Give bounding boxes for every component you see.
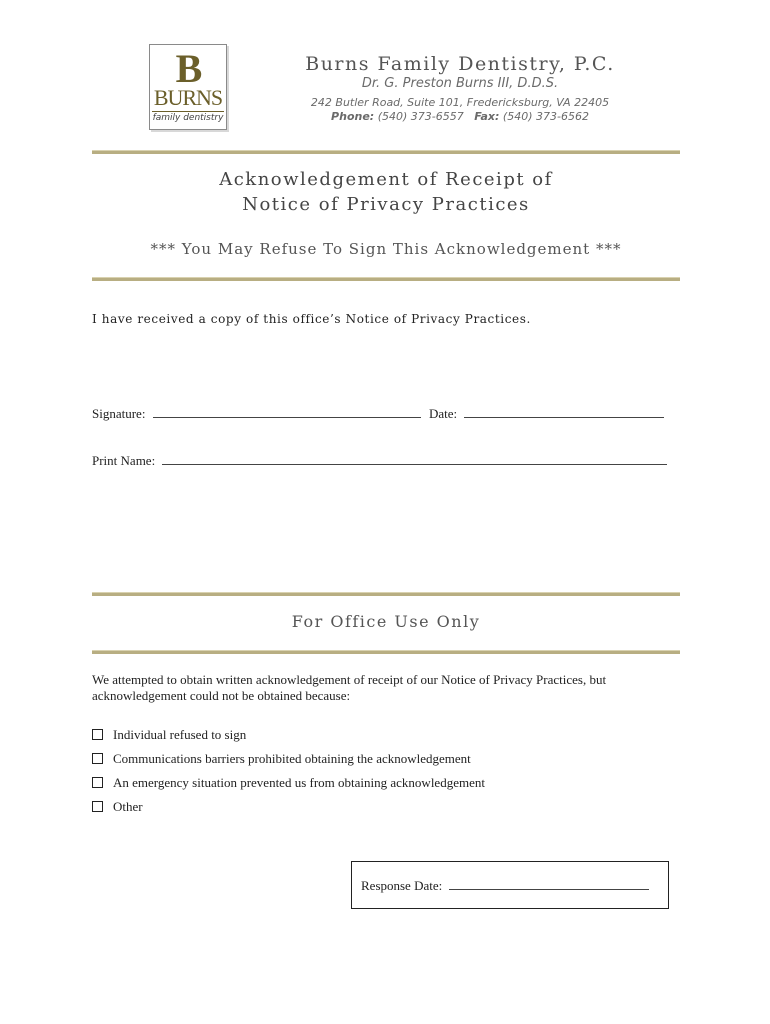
fax-label: Fax: — [474, 110, 500, 123]
doctor-name: Dr. G. Preston Burns III, D.D.S. — [361, 76, 559, 91]
form-title-line-1: Acknowledgement of Receipt of — [219, 169, 553, 190]
option-label: An emergency situation prevented us from obtaining acknowledgement — [113, 775, 485, 790]
office-top-divider — [92, 592, 680, 596]
signature-field[interactable] — [153, 406, 421, 418]
date-row — [429, 406, 664, 422]
option-checkbox[interactable] — [92, 753, 103, 764]
form-title-line-2: Notice of Privacy Practices — [242, 194, 530, 215]
response-date-field[interactable] — [449, 878, 649, 890]
option-other — [92, 799, 143, 815]
signature-row — [92, 406, 421, 422]
option-checkbox[interactable] — [92, 777, 103, 788]
logo-name: BURNS — [153, 85, 223, 110]
print-name-field[interactable] — [162, 453, 667, 465]
title-divider — [92, 277, 680, 281]
response-date-row — [361, 878, 649, 894]
option-checkbox[interactable] — [92, 801, 103, 812]
option-label: Communications barriers prohibited obtaining the acknowledgement — [113, 751, 471, 766]
office-paragraph: We attempted to obtain written acknowledgement of receipt of our Notice of Privacy Practices, but acknowledgement could not be obtained because: — [92, 672, 607, 703]
option-checkbox[interactable] — [92, 729, 103, 740]
date-label: Date: — [429, 406, 458, 421]
received-statement: I have received a copy of this office’s Notice of Privacy Practices. — [92, 312, 531, 326]
office-use-title: For Office Use Only — [291, 612, 481, 631]
header-divider — [92, 150, 680, 154]
option-label: Individual refused to sign — [113, 727, 247, 742]
option-refused — [92, 727, 246, 743]
option-emergency — [92, 775, 485, 791]
option-label: Other — [113, 799, 143, 814]
phone-label: Phone: — [331, 110, 375, 123]
print-name-row — [92, 453, 667, 469]
refuse-notice: *** You May Refuse To Sign This Acknowledgement *** — [150, 240, 622, 258]
option-communication-barriers — [92, 751, 471, 767]
response-date-label: Response Date: — [361, 878, 443, 893]
office-bottom-divider — [92, 650, 680, 654]
practice-logo — [149, 44, 227, 130]
practice-address: 242 Butler Road, Suite 101, Fredericksburg, VA 22405 — [310, 96, 610, 109]
signature-label: Signature: — [92, 406, 146, 421]
practice-name: Burns Family Dentistry, P.C. — [305, 53, 615, 75]
logo-monogram: B — [175, 46, 201, 91]
date-field[interactable] — [464, 406, 664, 418]
print-name-label: Print Name: — [92, 453, 156, 468]
response-date-box — [351, 861, 669, 909]
fax-number: (540) 373-6562 — [502, 110, 589, 123]
logo-subtitle: family dentistry — [152, 113, 224, 123]
phone-number: (540) 373-6557 — [377, 110, 464, 123]
contact-line — [240, 110, 680, 124]
